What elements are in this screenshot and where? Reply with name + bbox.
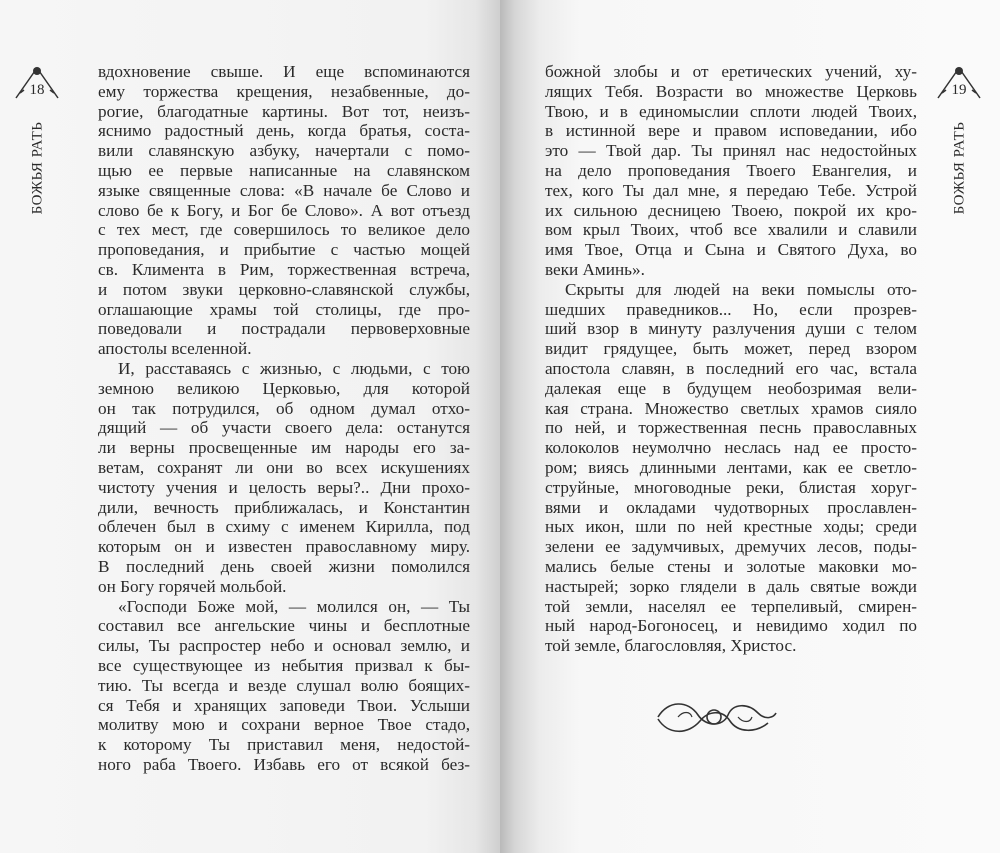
running-head: БОЖЬЯ РАТЬ: [951, 121, 968, 215]
text-line: апостола славян, в последний его час, встала: [545, 358, 917, 378]
text-line: вили славянскую азбуку, начертали с помо-: [98, 141, 470, 161]
left-page-body: [98, 62, 470, 775]
text-line: веки Аминь».: [545, 259, 645, 279]
text-line: все существующее из небытия призвал к бы-: [98, 655, 470, 675]
text-line: ся Тебя и хранящих заповеди Твои. Услыши: [98, 695, 470, 715]
text-line: тех, кого Ты дал мне, я передаю Тебе. Устрой: [545, 180, 917, 200]
text-line: ных икон, шли по ней крестные ходы; среди: [545, 517, 917, 537]
page-number-ornament: [934, 62, 984, 102]
text-line: той земли, населял ее терпеливый, смирен-: [545, 596, 917, 616]
text-line: это — Твой дар. Ты принял нас недостойных: [545, 141, 917, 161]
text-line: Твою, и в единомыслии сплоти людей Твоих,: [545, 101, 917, 121]
text-line: колоколов неумолчно неслась над ее просто-: [545, 438, 917, 458]
text-line: ный народ-Богоносец, и невидимо ходил по: [545, 616, 917, 636]
text-line: ром; виясь длинными лентами, как ее светло-: [545, 457, 917, 477]
vignette-ornament-icon: [648, 695, 783, 740]
text-line: Скрыты для людей на веки помыслы ото-: [565, 279, 917, 299]
text-line: поведовали и пострадали первоверховные: [98, 319, 470, 339]
text-line: дящий — об участи своего дела: останутся: [98, 418, 470, 438]
text-line: языке священные слова: «В начале бе Слово и: [98, 180, 470, 200]
page-number-ornament: [12, 62, 62, 102]
text-line: И, расставаясь с жизнью, с людьми, с тою: [118, 358, 470, 378]
text-line: рогие, благодатные картины. Вот тот, неизъ-: [98, 101, 470, 121]
text-line: той земле, благословляя, Христос.: [545, 636, 797, 656]
text-line: облечен был в схиму с именем Кирилла, под: [98, 517, 470, 537]
text-line: проповедания, и прибытие с частью мощей: [98, 240, 470, 260]
text-line: слово бе к Богу, и Бог бе Слово». А вот отъезд: [98, 200, 470, 220]
text-line: кая страна. Множество светлых храмов сияло: [545, 398, 917, 418]
text-line: с тех мест, где совершилось то великое дело: [98, 220, 470, 240]
text-line: вом крыл Твоих, чтоб все хвалили и славили: [545, 220, 917, 240]
page-number: 19: [951, 82, 967, 98]
text-line: «Господи Боже мой, — молился он, — Ты: [118, 596, 470, 616]
text-line: имя Твое, Отца и Сына и Святого Духа, во: [545, 240, 917, 260]
text-line: силы, Ты распростер небо и основал землю, и: [98, 636, 470, 656]
text-line: на дело проповедания Твоего Евангелия, и: [545, 160, 917, 180]
text-line: вями и окладами чудотворных прославлен-: [545, 497, 917, 517]
text-line: земною великою Церковью, для которой: [98, 378, 470, 398]
text-line: апостолы вселенной.: [98, 339, 252, 359]
text-line: тию. Ты всегда и везде слушал волю боящих-: [98, 675, 470, 695]
text-line: оглашающие храмы той столицы, где про-: [98, 299, 470, 319]
text-line: ему торжества крещения, незабвенные, до-: [98, 81, 470, 101]
text-line: мались белые стены и золотые маковки мо-: [545, 556, 917, 576]
text-line: составил все ангельские чины и бесплотные: [98, 616, 470, 636]
text-line: божной злобы и от еретических учений, ху-: [545, 62, 917, 81]
text-line: шедших праведников... Но, если прозрев-: [545, 299, 917, 319]
right-page-body: [545, 62, 917, 656]
text-line: по ней, и торжественная песнь православных: [545, 418, 917, 438]
text-line: он так потрудился, об одном думал отхо-: [98, 398, 470, 418]
text-line: и потом звуки церковно-славянской службы,: [98, 279, 470, 299]
text-line: к которому Ты приставил меня, недостой-: [98, 735, 470, 755]
text-line: ли верны просвещенные им народы его за-: [98, 438, 470, 458]
text-line: молитву мою и сохрани верное Твое стадо,: [98, 715, 470, 735]
right-page: [500, 0, 1000, 853]
text-line: вдохновение свыше. И еще вспоминаются: [98, 62, 470, 81]
text-line: лящих Тебя. Возрасти во множестве Церковь: [545, 81, 917, 101]
text-line: их сильною десницею Твоею, покрой их кро-: [545, 200, 917, 220]
text-line: ного раба Твоего. Избавь его от всякой без-: [98, 754, 470, 774]
text-line: чистоту учения и целость веры?.. Дни прохо-: [98, 477, 470, 497]
text-line: св. Климента в Рим, торжественная встреча,: [98, 259, 470, 279]
text-line: зелени ее задумчивых, дремучих лесов, поды-: [545, 537, 917, 557]
text-line: далекая еще в будущем необозримая вели-: [545, 378, 917, 398]
text-line: видит грядущее, быть может, перед взором: [545, 339, 917, 359]
text-line: дили, вечность приближалась, и Константин: [98, 497, 470, 517]
text-line: щью ее первые написанные на славянском: [98, 160, 470, 180]
text-line: ший взор в минуту разлучения души с телом: [545, 319, 917, 339]
text-line: яснимо радостный день, когда братья, соста-: [98, 121, 470, 141]
text-line: которым он и известен православному миру.: [98, 537, 470, 557]
text-line: В последний день своей жизни помолился: [98, 556, 470, 576]
text-line: ветам, сохранят ли они во всех искушениях: [98, 457, 470, 477]
text-line: струйные, многоводные реки, блистая хоруг-: [545, 477, 917, 497]
running-head: БОЖЬЯ РАТЬ: [29, 121, 46, 215]
text-line: в истинной вере и правом исповедании, ибо: [545, 121, 917, 141]
text-line: он Богу горячей мольбой.: [98, 576, 287, 596]
page-number: 18: [29, 82, 45, 98]
text-line: настырей; зорко глядели в даль святые вожди: [545, 576, 917, 596]
